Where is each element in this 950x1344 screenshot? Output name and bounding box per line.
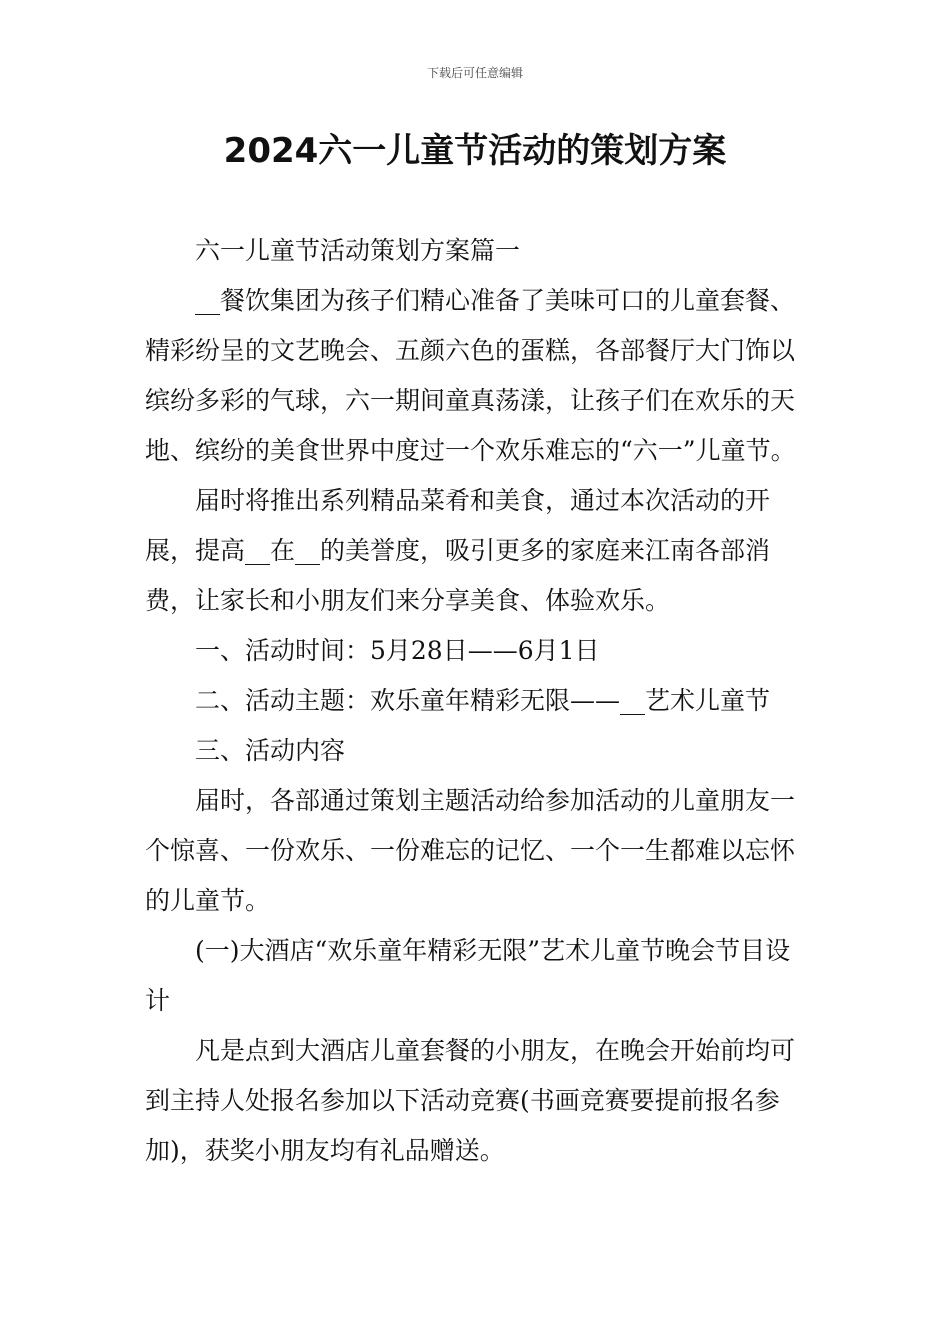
paragraph-subsection: (一)大酒店“欢乐童年精彩无限”艺术儿童节晚会节目设计 <box>145 936 791 1015</box>
header-note: 下载后可任意编辑 <box>426 66 523 80</box>
paragraph-activity-content: 三、活动内容 <box>195 736 346 765</box>
document-body <box>145 226 809 1176</box>
paragraph: 届时将推出系列精品菜肴和美食，通过本次活动的开展，提高__在__的美誉度，吸引更多的家庭来江南各部消费，让家长和小朋友们来分享美食、体验欢乐。 <box>145 486 771 615</box>
paragraph: __餐饮集团为孩子们精心准备了美味可口的儿童套餐、精彩纷呈的文艺晚会、五颜六色的蛋糕，各部餐厅大门饰以缤纷多彩的气球，六一期间童真荡漾，让孩子们在欢乐的天地、缤纷的美食世界中度过一个欢乐难忘的“六一”儿童节。 <box>145 286 796 465</box>
document-title: 2024六一儿童节活动的策划方案 <box>223 131 727 171</box>
paragraph-activity-time: 一、活动时间：5月28日——6月1日 <box>195 636 600 665</box>
paragraph: 凡是点到大酒店儿童套餐的小朋友，在晚会开始前均可到主持人处报名参加以下活动竞赛(书画竞赛要提前报名参加)，获奖小朋友均有礼品赠送。 <box>145 1036 796 1165</box>
paragraph-activity-theme: 二、活动主题：欢乐童年精彩无限——__艺术儿童节 <box>195 686 771 715</box>
paragraph: 届时，各部通过策划主题活动给参加活动的儿童朋友一个惊喜、一份欢乐、一份难忘的记忆、一个一生都难以忘怀的儿童节。 <box>145 786 796 915</box>
section-heading: 六一儿童节活动策划方案篇一 <box>195 236 521 265</box>
